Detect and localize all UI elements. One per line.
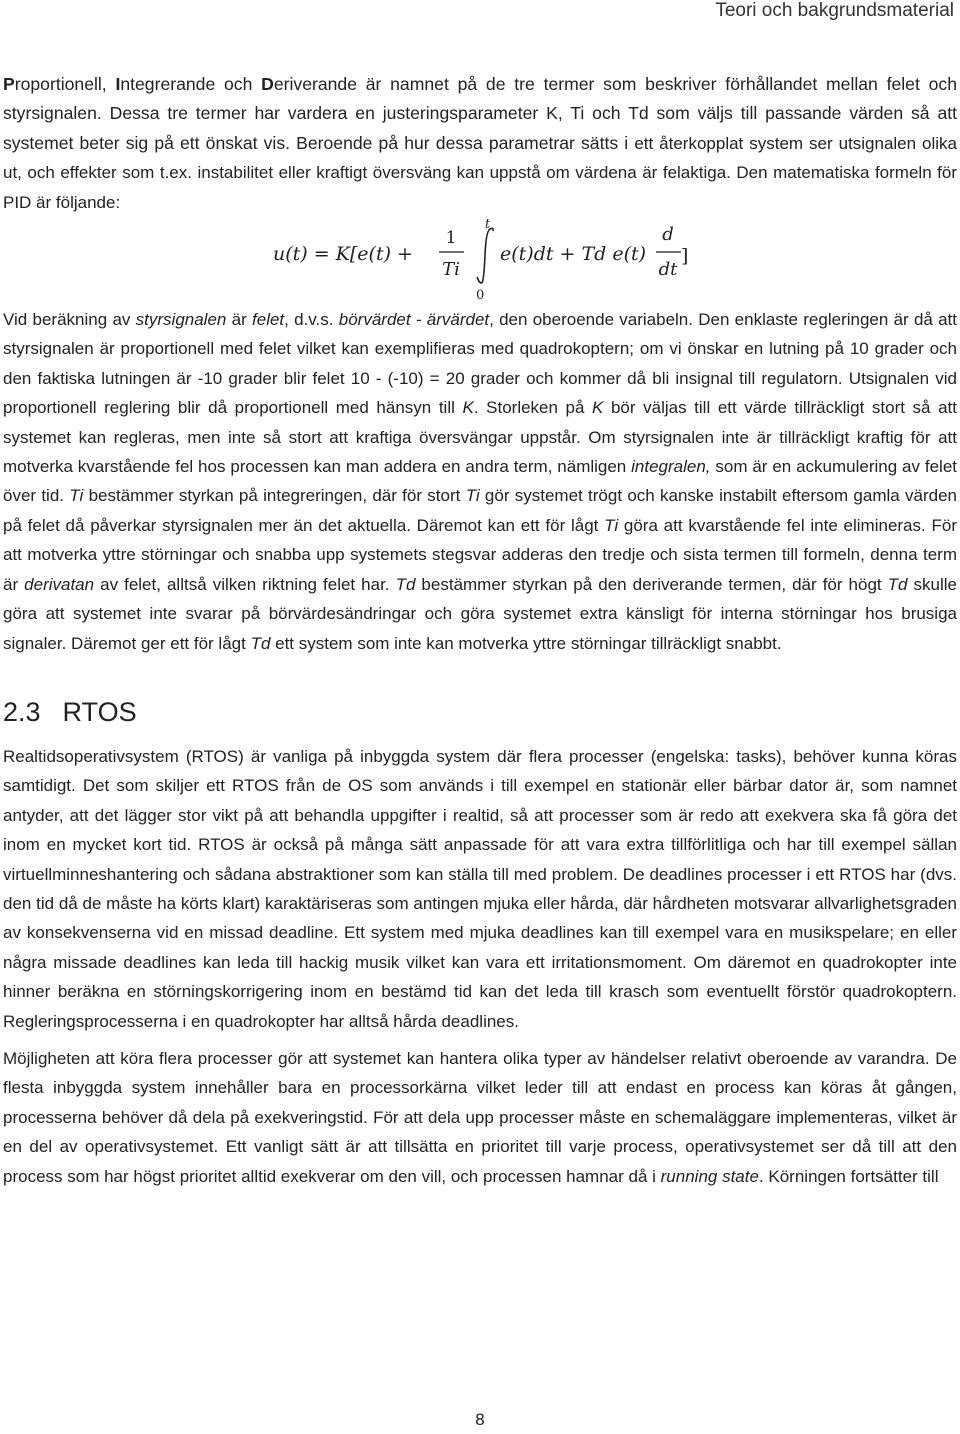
emphasized-text: Td: [395, 574, 416, 594]
text-run: bestämmer styrkan på integreringen, där för stort: [83, 486, 466, 506]
text-run: eriverande är namnet på de tre termer som beskriver förhållandet mellan felet och styrsignalen. Dessa tre termer har vardera en justeringsparameter K, Ti och Td som väljs till passande värden så att systemet beter sig på ett önskat vis. Beroende på hur dessa parametrar sätts i: [3, 74, 957, 153]
emphasized-text: running state: [660, 1166, 759, 1186]
formula-integral-sign: [477, 228, 493, 283]
text-run: bestämmer styrkan på den deriverande termen, där för högt: [415, 574, 888, 594]
formula-integrand: e(t)dt + Td e(t): [500, 243, 647, 266]
paragraph-spacer: [3, 1036, 957, 1044]
text-run: ett system som inte kan motverka yttre störningar tillräckligt snabbt.: [270, 633, 782, 653]
emphasized-text: börvärdet - ärvärdet: [338, 310, 490, 330]
section-title: RTOS: [62, 696, 137, 727]
text-run: ntegrerande och: [120, 74, 262, 94]
emphasized-text: integralen,: [631, 457, 711, 477]
text-run: gör systemet trögt och kanske instabilt eftersom gamla värden på felet då påverkar styrsignalen mer än det aktuella. Däremot kan ett för lågt: [3, 486, 957, 535]
text-run: är: [226, 310, 253, 330]
text-run: , d.v.s.: [284, 310, 339, 330]
text-run: av felet, alltså vilken riktning felet har.: [94, 574, 396, 594]
emphasized-text: Td: [250, 633, 271, 653]
emphasized-text: derivatan: [24, 574, 95, 594]
formula-integral-upper: t: [485, 217, 491, 233]
pid-intro-paragraph: [3, 70, 957, 217]
text-run: Realtidsoperativsystem (RTOS) är vanliga på inbyggda system där flera processer (engelska: tasks), behöver kunna köras samtidigt. Det som skiljer ett RTOS från de OS som används i till exempel en stationär eller bärbar dator är, som namnet antyder, att det lägger stor vikt på att behandla uppgifter i realtid, så att processer som är redo att exekvera ska få göra det inom en mycket kort tid. RTOS är också på många sätt anpassade för att vara extra tillförlitliga och har till exempel sällan virtuellminneshantering och sådana abstraktioner som kan ställa till med problem. De deadlines processer i ett RTOS har (dvs. den tid då de måste ha körts klart) karaktäriseras som antingen mjuka eller hårda, där hårdheten motsvarar allvarlighetsgraden av konsekvenserna vid en missad deadline. Ett system med mjuka deadlines kan till exempel vara en musikspelare; en eller några missade deadlines kan leda till hackig musik vilket kan vara ett irritationsmoment. Om däremot en quadrokopter inte hinner beräkna en störningskorrigering inom en bestämd tid kan det leda till krasch som eventuellt förstör quadrokoptern. Regleringsprocesserna i en quadrokopter har alltså hårda deadlines.: [3, 746, 957, 1031]
text-run: ett återkopplat system ser utsignalen olika ut, och effekter som t.ex. instabilitet eller kraftigt översväng kan uppstå om värdena är felaktiga. Den matematiska formeln för PID är följande:: [3, 133, 957, 212]
bold-text: D: [261, 74, 274, 94]
emphasized-text: styrsignalen: [135, 310, 227, 330]
pid-explanation-paragraph: [3, 305, 957, 658]
rtos-paragraph-2: [3, 1044, 957, 1191]
section-heading-rtos: [3, 692, 957, 732]
text-run: som är en ackumulering av felet över tid.: [3, 457, 957, 506]
formula-lhs: u(t) = K[e(t) +: [273, 243, 413, 266]
formula-integral-lower: 0: [476, 288, 485, 304]
formula-frac1-numerator: 1: [445, 228, 457, 249]
text-run: Möjligheten att köra flera processer gör att systemet kan hantera olika typer av händelser relativt oberoende av varandra. De flesta inbyggda system innehåller bara en processorkärna vilket leder till att endast en process kan köras åt gången, processerna behöver då dela på exekveringstid. För att dela upp processer måste en schemaläggare implementeras, vilket är en del av operativsystemet. Ett vanligt sätt är att tillsätta en prioritet till varje process, operativsystemet ser då till att den process som har högst prioritet alltid exekverar om den vill, och processen hamnar då i: [3, 1048, 957, 1186]
document-body: [3, 70, 957, 1191]
bold-text: I: [115, 74, 121, 94]
section-number: 2.3: [3, 696, 41, 727]
text-run: , den oberoende variabeln. Den enklaste regleringen är då att styrsignalen är proportionell med felet vilket kan exemplifieras med quadrokoptern; om vi önskar en lutning på 10 grader och den faktiska lutningen är -10 grader blir felet 10 - (-10) = 20 grader och kommer då bli insignal till regulatorn. Utsignalen vid proportionell reglering blir då proportionell med hänsyn till: [3, 310, 958, 418]
emphasized-text: Ti: [604, 515, 619, 535]
text-run: . Storleken på: [473, 398, 593, 418]
emphasized-text: Td: [887, 574, 908, 594]
text-run: skulle göra att systemet inte svarar på börvärdesändringar och göra systemet extra känsligt för interna störningar hos brusiga signaler. Däremot ger ett för lågt: [3, 574, 958, 653]
pid-formula: [3, 217, 957, 305]
emphasized-text: K: [592, 398, 604, 418]
pid-formula-svg: [3, 217, 957, 305]
formula-frac2-denominator: dt: [658, 259, 678, 281]
emphasized-text: Ti: [465, 486, 480, 506]
text-run: bör väljas till ett värde tillräckligt stort så att systemet kan regleras, men inte så stort att kraftiga översvängar uppstår. Om styrsignalen inte är tillräckligt kraftig för att motverka kvarstående fel hos processen kan man addera en andra term, nämligen: [3, 398, 957, 477]
text-run: göra att kvarstående fel inte elimineras. För att motverka yttre störningar och snabba upp systemets stegsvar adderas den tredje och sista termen till formeln, denna term är: [3, 515, 957, 594]
bold-text: P: [3, 74, 15, 94]
emphasized-text: felet: [252, 310, 285, 330]
text-run: Vid beräkning av: [3, 310, 136, 330]
formula-frac1-denominator: Ti: [442, 259, 460, 281]
emphasized-text: Ti: [69, 486, 84, 506]
text-run: roportionell,: [14, 74, 116, 94]
running-header: Teori och bakgrundsmaterial: [715, 0, 954, 21]
text-run: . Körningen fortsätter till: [758, 1166, 939, 1186]
emphasized-text: K: [462, 398, 474, 418]
rtos-paragraph-1: [3, 742, 957, 1036]
formula-close-bracket: ]: [681, 245, 689, 268]
page-number: 8: [475, 1410, 485, 1429]
formula-frac2-numerator: d: [662, 224, 674, 246]
